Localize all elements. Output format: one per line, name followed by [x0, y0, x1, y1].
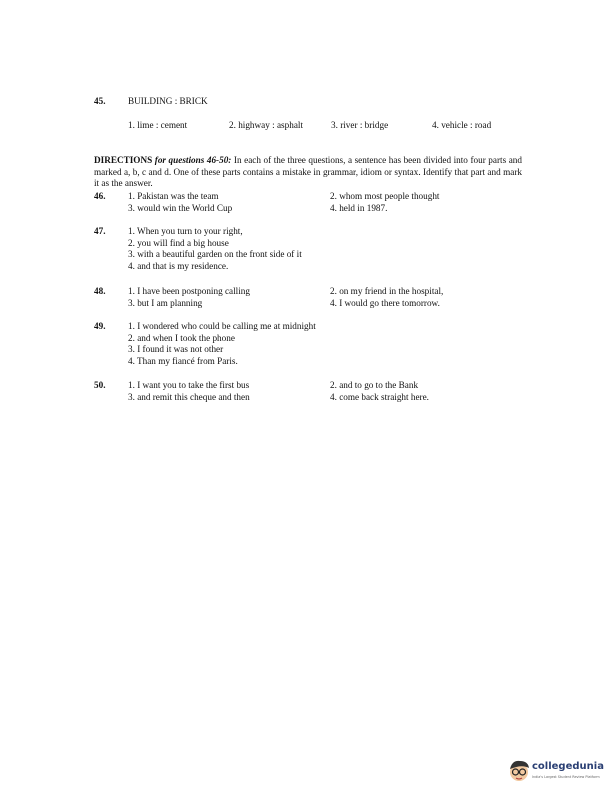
part: 1. Pakistan was the team: [128, 191, 219, 201]
part: 1. I wondered who could be calling me at midnight: [128, 321, 316, 331]
part: 2. whom most people thought: [330, 191, 440, 201]
question-number: 50.: [94, 380, 106, 390]
question-number: 49.: [94, 321, 106, 331]
part: 3. and remit this cheque and then: [128, 391, 250, 402]
directions-label: DIRECTIONS: [94, 155, 153, 165]
logo-name: collegedunia: [532, 761, 604, 772]
option: 2. highway : asphalt: [229, 120, 303, 130]
directions-range: for questions 46-50:: [154, 155, 232, 165]
part: 1. When you turn to your right,: [128, 226, 243, 236]
logo-tagline: India's Largest Student Review Platform: [532, 775, 600, 779]
question-number: 46.: [94, 191, 106, 201]
option: 3. river : bridge: [331, 120, 389, 130]
part: 3. but I am planning: [128, 297, 203, 308]
part: 2. and to go to the Bank: [330, 380, 419, 390]
part: 2. on my friend in the hospital,: [330, 286, 444, 296]
part: 3. with a beautiful garden on the front side of it: [128, 249, 302, 259]
part: 1. I have been postponing calling: [128, 286, 250, 296]
question-number: 48.: [94, 286, 106, 296]
part: 3. I found it was not other: [128, 344, 224, 354]
part: 4. I would go there tomorrow.: [330, 297, 440, 308]
part: 2. and when I took the phone: [128, 332, 235, 343]
mascot-icon: [508, 758, 530, 784]
option: 1. lime : cement: [128, 120, 188, 130]
question-number: 47.: [94, 226, 106, 236]
part: 4. Than my fiancé from Paris.: [128, 355, 238, 366]
part: 1. I want you to take the first bus: [128, 380, 250, 390]
directions-text: In each of the three questions, a sentence has been divided into four parts and marked a, b, c and d. One of these parts contains a mistake in grammar, idiom or syntax. Identify that part and mark it as the answer.: [94, 155, 522, 188]
question-number: 45.: [94, 96, 106, 106]
option: 4. vehicle : road: [432, 120, 492, 130]
collegedunia-logo: [508, 758, 608, 784]
part: 4. held in 1987.: [330, 202, 388, 213]
part: 4. come back straight here.: [330, 391, 429, 402]
directions: [94, 155, 522, 190]
part: 4. and that is my residence.: [128, 260, 229, 271]
question-stem: BUILDING : BRICK: [128, 96, 208, 106]
part: 3. would win the World Cup: [128, 202, 233, 213]
part: 2. you will find a big house: [128, 237, 229, 248]
